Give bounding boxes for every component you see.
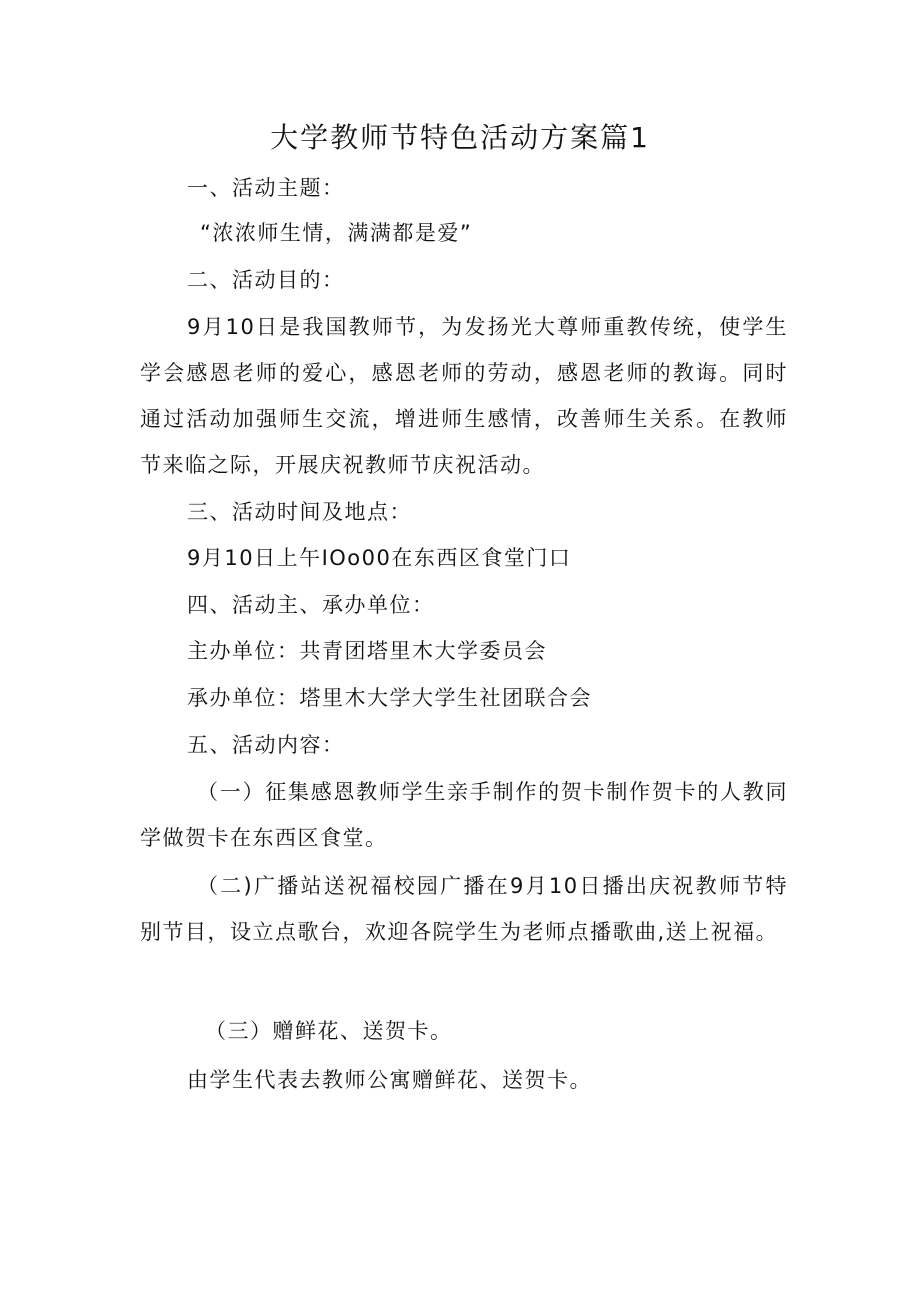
section-heading-content: 五、活动内容： [187, 733, 345, 757]
activity-theme-text: “浓浓师生情，满满都是爱” [200, 221, 473, 245]
document-title: 大学教师节特色活动方案篇1 [270, 121, 650, 154]
section-heading-organizers: 四、活动主、承办单位： [187, 593, 435, 617]
section-heading-purpose: 二、活动目的： [187, 268, 345, 292]
activity-time-place-text: 9月10日上午IOo00在东西区食堂门口 [187, 546, 572, 570]
section-heading-time-place: 三、活动时间及地点： [187, 500, 412, 524]
content-item-3-body: 由学生代表去教师公寓赠鲜花、送贺卡。 [187, 1068, 592, 1092]
content-item-1-paragraph: （一）征集感恩教师学生亲手制作的贺卡制作贺卡的人教同学做贺卡在东西区食堂。 [140, 780, 788, 850]
section-heading-theme: 一、活动主题： [187, 176, 345, 200]
content-item-3-heading: （三）赠鲜花、送贺卡。 [205, 1019, 453, 1043]
organizer-unit-text: 承办单位：塔里木大学大学生社团联合会 [187, 686, 592, 710]
content-item-2-paragraph: （二)广播站送祝福校园广播在9月10日播出庆祝教师节特别节目，设立点歌台，欢迎各院学生为老师点播歌曲,送上祝福。 [140, 874, 788, 944]
host-unit-text: 主办单位：共青团塔里木大学委员会 [187, 639, 547, 663]
activity-purpose-paragraph: 9月10日是我国教师节，为发扬光大尊师重教传统，使学生学会感恩老师的爱心，感恩老师的劳动，感恩老师的教诲。同时通过活动加强师生交流，增进师生感情，改善师生关系。在教师节来临之际，开展庆祝教师节庆祝活动。 [140, 315, 788, 477]
